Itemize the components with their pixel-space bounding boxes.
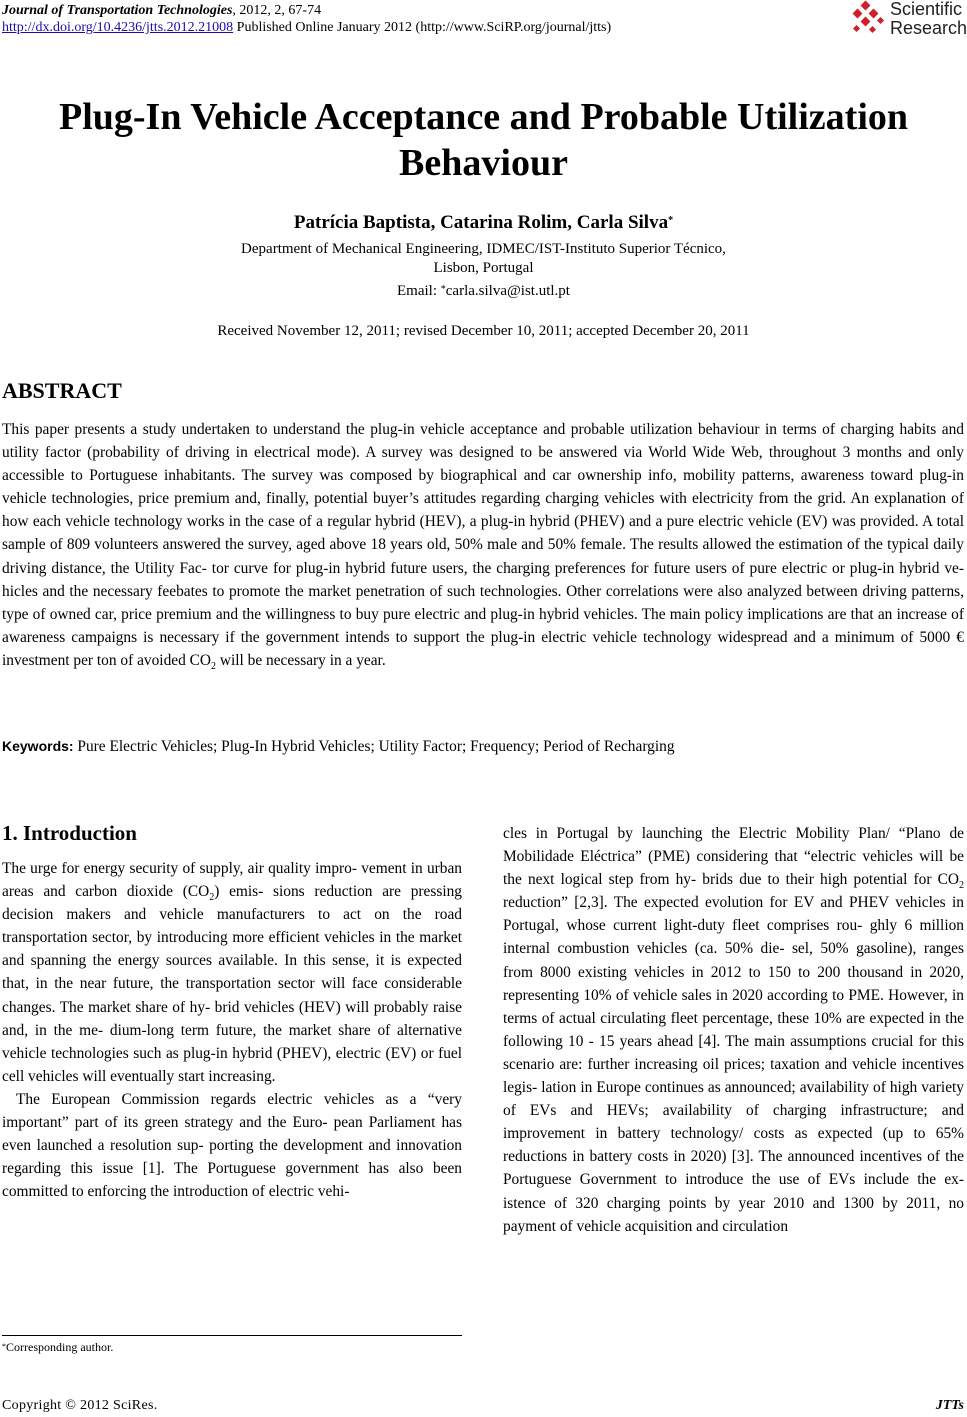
affiliation-line-2: Lisbon, Portugal [433, 260, 534, 276]
logo-text [890, 0, 967, 38]
right-text-a: cles in Portugal by launching the Electric Mobility Plan/ “Plano de Mobilidade Eléctrica” (PME) considering that “electric vehicles will be the next logical step from hy- brids due to their high potential for CO [503, 825, 964, 889]
journal-name: Journal of Transportation Technologies [2, 3, 233, 18]
scirp-logo-icon [848, 0, 888, 40]
footnote [2, 1340, 113, 1354]
published-info: Published Online January 2012 (http://www.SciRP.org/journal/jtts) [233, 20, 612, 35]
right-text-b: reduction” [2,3]. The expected evolution for EV and PHEV vehicles in Portugal, whose current light-duty fleet comprises rou- ghly 6 million internal combustion vehicles (ca. 50% die- sel, 50% gasoline), ranges from 8000 existing vehicles in 2012 to 150 to 200 thousand in 2020, representing 10% of vehicle sales in 2020 according to PME. However, in terms of actual circulating fleet percentage, these 10% are expected in the following 10 - 15 years ahead [4]. The main assumptions crucial for this scenario are: further increasing oil prices; taxation and vehicle incentives legis- lation in Europe continues as announced; availability of high variety of EVs and HEVs; availability of charging infrastructure; and improvement in battery technology/ costs as expected (up to 65% reductions in battery costs in 2020) [3]. The announced incentives of the Portuguese Government to introduce the use of EVs include the ex- istence of 320 charging points by year 2010 and 1300 by 2011, no payment of vehicle acquisition and circulation [503, 894, 964, 1235]
footnote-text: Corresponding author. [6, 1340, 114, 1354]
right-column [503, 822, 964, 1238]
journal-issue: , 2012, 2, 67-74 [232, 3, 322, 18]
logo-line-2: Research [890, 18, 967, 38]
abstract-body [2, 418, 964, 672]
paper-title [0, 94, 967, 186]
journal-header [2, 2, 321, 19]
intro-p1-text-a: The urge for energy security of supply, air quality impro- vement in urban areas and carbon dioxide (CO [2, 860, 462, 901]
keywords-list: Pure Electric Vehicles; Plug-In Hybrid Vehicles; Utility Factor; Frequency; Period of Recharging [73, 738, 675, 755]
intro-p1-text-b: ) emis- sions reduction are pressing decision makers and vehicle manufacturers to act on the road transportation sector, by introducing more efficient vehicles in the market and spanning the energy sources available. In this sense, it is expected that, in the near future, the transportation sector will face considerable changes. The market share of hy- brid vehicles (HEV) will probably raise and, in the me- dium-long term future, the market share of alternative vehicle technologies such as plug-in hybrid (PHEV), electric (EV) or fuel cell vehicles will eventually start increasing. [2, 883, 462, 1085]
email-line [0, 282, 967, 301]
author-mark: * [668, 215, 674, 226]
keywords [2, 736, 964, 757]
author-names: Patrícia Baptista, Catarina Rolim, Carla Silva [293, 212, 669, 233]
left-column [2, 857, 462, 1203]
affiliation [0, 240, 967, 278]
email-label: Email: [397, 283, 441, 299]
email-mark: * [440, 284, 446, 295]
paper-title-text: Plug-In Vehicle Acceptance and Probable Utilization Behaviour [58, 96, 909, 184]
abstract-text-2: will be necessary in a year. [216, 651, 386, 669]
intro-paragraph-1 [2, 857, 462, 1088]
doi-line [2, 19, 611, 36]
publisher-logo [848, 0, 966, 44]
abstract-heading: ABSTRACT [2, 378, 122, 403]
intro-paragraph-2: The European Commission regards electric vehicles as a “very important” part of its green strategy and the Euro- pean Parliament has even launched a resolution sup- porting the development and innovation regarding this issue [1]. The Portuguese government has also been committed to enforcing the introduction of electric vehi- [2, 1090, 462, 1201]
keywords-label: Keywords: [2, 738, 74, 754]
authors [0, 212, 967, 234]
intro-p1-subscript: 2 [209, 892, 215, 904]
section-heading-introduction: 1. Introduction [2, 821, 137, 845]
affiliation-line-1: Department of Mechanical Engineering, IDMEC/IST-Instituto Superior Técnico, [241, 241, 726, 257]
footer-journal: JTTs [935, 1398, 964, 1413]
doi-link[interactable]: http://dx.doi.org/10.4236/jtts.2012.21008 [2, 20, 234, 35]
abstract-text-1: This paper presents a study undertaken to understand the plug-in vehicle acceptance and probable utilization behaviour in terms of charging habits and utility factor (probability of driving in electrical mode). A survey was designed to be answered via World Wide Web, throughout 3 months and only accessible to Portuguese inhabitants. The survey was composed by biographical and car ownership info, mobility patterns, awareness toward plug-in vehicle technologies, price premium and, finally, potential buyer’s attitudes regarding charging vehicles with electricity from the grid. An explanation of how each vehicle technology works in the case of a regular hybrid (HEV), a plug-in hybrid (PHEV) and a pure electric vehicle (EV) was provided. A total sample of 809 volunteers answered the survey, aged above 18 years old, 50% male and 50% female. The results allowed the estimation of the typical daily driving distance, the Utility Fac- tor curve for plug-in hybrid future users, the charging preferences for future users of pure electric or plug-in hybrid ve- hicles and the necessary feebates to promote the market penetration of such technologies. Other correlations were also analyzed between driving patterns, type of owned car, price premium and the willingness to buy pure electric and plug-in hybrid vehicles. The main policy implications are that an increase of awareness campaigns is necessary if the government intends to support the plug-in electric vehicle technology widespread and a minimum of 5000 € investment per ton of avoided CO [2, 421, 964, 669]
received-dates: Received November 12, 2011; revised December 10, 2011; accepted December 20, 2011 [217, 323, 750, 339]
abstract-subscript: 2 [211, 661, 217, 673]
footnote-divider [2, 1335, 462, 1336]
email-address[interactable]: carla.silva@ist.utl.pt [445, 283, 570, 299]
logo-line-1: Scientific [890, 0, 963, 19]
right-subscript: 2 [959, 880, 964, 892]
footer-copyright: Copyright © 2012 SciRes. [2, 1398, 158, 1413]
footnote-mark: * [2, 1342, 6, 1351]
